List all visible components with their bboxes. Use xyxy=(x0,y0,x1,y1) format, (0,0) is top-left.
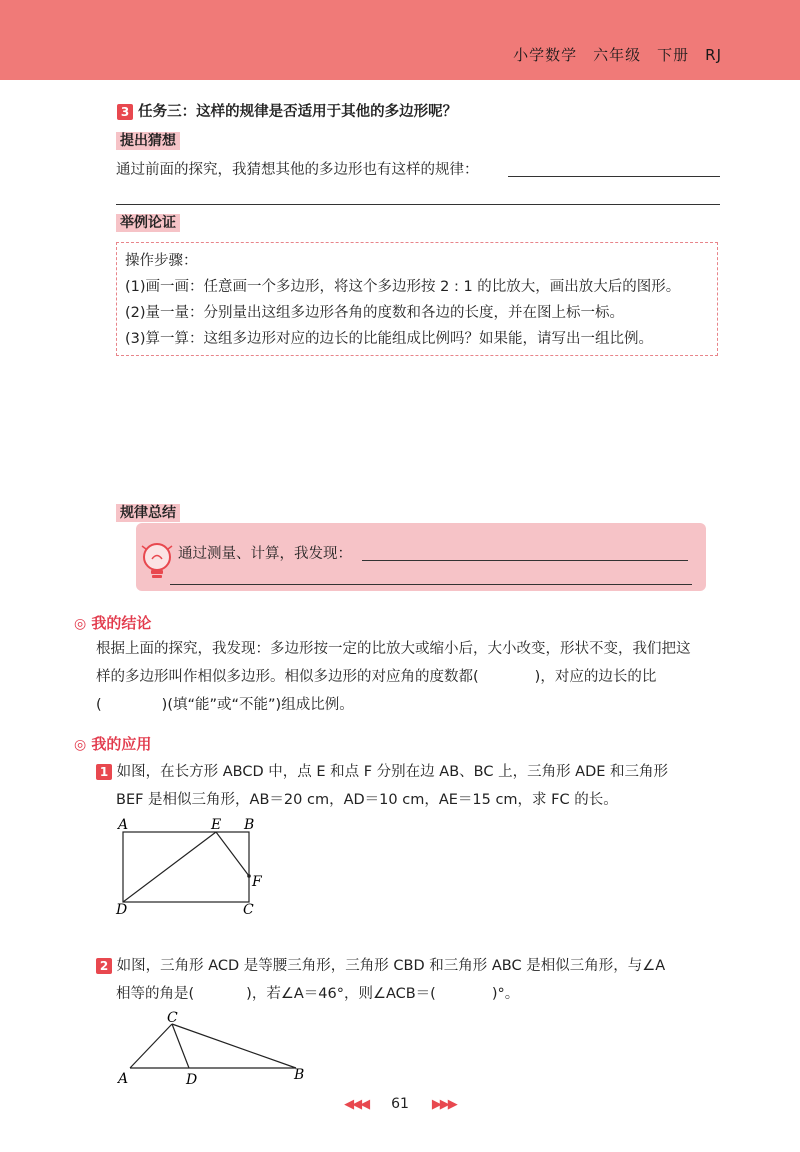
label-C: C xyxy=(167,1010,178,1026)
task3-title-row xyxy=(117,101,457,122)
proof-tag: 举例论证 xyxy=(116,214,180,232)
application-title: 我的应用 xyxy=(91,735,152,753)
step-3: (3)算一算：这组多边形对应的边长的比能组成比例吗？如果能，请写出一组比例。 xyxy=(125,331,654,347)
summary-answer-line-2[interactable] xyxy=(170,584,692,585)
label-D: D xyxy=(186,1072,198,1088)
guess-answer-line-1[interactable] xyxy=(508,176,720,177)
question-1-line-2: BEF 是相似三角形，AB＝20 cm，AD＝10 cm，AE＝15 cm，求 FC 的长。 xyxy=(116,792,618,808)
proof-section-tag xyxy=(116,212,180,232)
question-2-badge: 2 xyxy=(96,958,112,974)
label-C: C xyxy=(243,902,254,916)
triangle-figure xyxy=(112,1008,312,1088)
conclusion-line-3 xyxy=(96,695,354,715)
question-2-line-1 xyxy=(96,956,665,976)
conclusion-line-2 xyxy=(96,667,656,687)
label-F: F xyxy=(252,874,262,890)
steps-title: 操作步骤： xyxy=(125,253,198,269)
right-arrows-icon: ▶▶▶ xyxy=(431,1097,456,1112)
conclusion-line-2a: 样的多边形叫作相似多边形。相似多边形的对应角的度数都( xyxy=(96,669,479,685)
rectangle-figure xyxy=(110,816,270,916)
label-A: A xyxy=(118,1071,129,1087)
application-title-row xyxy=(74,733,151,754)
summary-answer-line-1[interactable] xyxy=(362,560,688,561)
target-icon: ◎ xyxy=(74,616,87,632)
step-2: (2)量一量：分别量出这组多边形各角的度数和各边的长度，并在图上标一标。 xyxy=(125,305,625,321)
summary-text: 通过测量、计算，我发现： xyxy=(178,546,352,562)
question-1-line-1 xyxy=(96,762,668,782)
guess-answer-line-2[interactable] xyxy=(116,204,720,205)
step-1: (1)画一画：任意画一个多边形，将这个多边形按 2 : 1 的比放大，画出放大后的图形。 xyxy=(125,279,681,295)
left-arrows-icon: ◀◀◀ xyxy=(344,1097,369,1112)
label-E: E xyxy=(211,817,222,833)
question-2-text-2b: )，若∠A＝46°，则∠ACB＝( xyxy=(246,986,436,1002)
page-number: 61 xyxy=(391,1096,409,1112)
label-B: B xyxy=(294,1067,305,1083)
conclusion-line-3b: )(填“能”或“不能”)组成比例。 xyxy=(161,697,354,713)
steps-box xyxy=(116,242,718,356)
question-2-line-2 xyxy=(116,984,519,1004)
lightbulb-icon xyxy=(140,542,174,582)
guess-tag: 提出猜想 xyxy=(116,132,180,150)
label-D: D xyxy=(116,902,128,916)
guess-text: 通过前面的探究，我猜想其他的多边形也有这样的规律： xyxy=(116,162,479,178)
conclusion-title: 我的结论 xyxy=(91,614,152,632)
task3-title: 任务三：这样的规律是否适用于其他的多边形呢？ xyxy=(138,104,458,120)
conclusion-line-1: 根据上面的探究，我发现：多边形按一定的比放大或缩小后，大小改变，形状不变，我们把这 xyxy=(96,641,691,657)
page-footer xyxy=(0,1096,800,1112)
question-1-badge: 1 xyxy=(96,764,112,780)
label-A: A xyxy=(118,817,129,833)
conclusion-title-row xyxy=(74,612,151,633)
task-number-badge: 3 xyxy=(117,104,133,120)
label-B: B xyxy=(244,817,255,833)
summary-section-tag xyxy=(116,502,180,522)
summary-tag: 规律总结 xyxy=(116,504,180,522)
conclusion-line-2b: )，对应的边长的比 xyxy=(534,669,657,685)
question-1-text-1: 如图，在长方形 ABCD 中，点 E 和点 F 分别在边 AB、BC 上，三角形 ADE 和三角形 xyxy=(116,764,669,780)
header-title: 小学数学 六年级 下册 RJ xyxy=(513,46,722,64)
header-band xyxy=(0,0,800,80)
conclusion-line-3a: ( xyxy=(96,697,102,713)
target-icon: ◎ xyxy=(74,737,87,753)
guess-section-tag xyxy=(116,130,180,150)
question-2-text-2a: 相等的角是( xyxy=(116,986,195,1002)
question-2-text-1: 如图，三角形 ACD 是等腰三角形，三角形 CBD 和三角形 ABC 是相似三角形，与∠A xyxy=(116,958,666,974)
question-2-text-2c: )°。 xyxy=(491,986,520,1002)
